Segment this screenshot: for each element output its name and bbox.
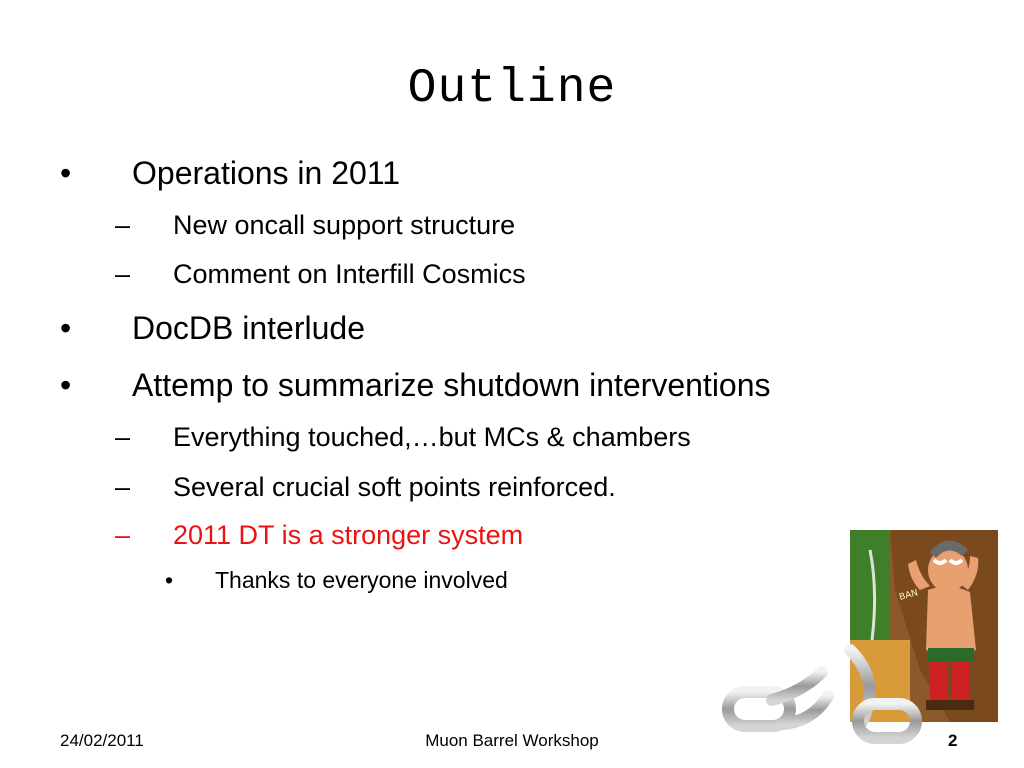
dash-marker: – (115, 472, 131, 502)
outline-subitem-text: Everything touched,…but MCs & chambers (173, 422, 691, 452)
dash-marker: – (115, 259, 131, 289)
slide-number: 2 (948, 731, 958, 750)
outline-subitem-text: 2011 DT is a stronger system (173, 520, 524, 550)
outline-subitem-text: Several crucial soft points reinforced. (173, 472, 616, 502)
dash-marker: – (115, 422, 131, 452)
outline-item-text: Operations in 2011 (132, 155, 401, 191)
outline-item-text: Attemp to summarize shutdown interventions (132, 367, 771, 403)
svg-text:BAN: BAN (898, 588, 920, 603)
outline-item-text: DocDB interlude (132, 310, 365, 346)
bullet-marker: • (60, 310, 72, 346)
dash-marker: – (115, 520, 131, 550)
bullet-marker: • (60, 367, 72, 403)
outline-subitem-text: Comment on Interfill Cosmics (173, 259, 526, 289)
bullet-marker: • (60, 155, 72, 191)
footer-date: 24/02/2011 (60, 731, 144, 750)
slide-title: Outline (407, 62, 617, 116)
outline-subsubitem-text: Thanks to everyone involved (215, 567, 508, 593)
outline-subitem-text: New oncall support structure (173, 210, 516, 240)
footer-event-name: Muon Barrel Workshop (425, 731, 599, 750)
dash-marker: – (115, 210, 131, 240)
bullet-marker: • (165, 567, 174, 593)
